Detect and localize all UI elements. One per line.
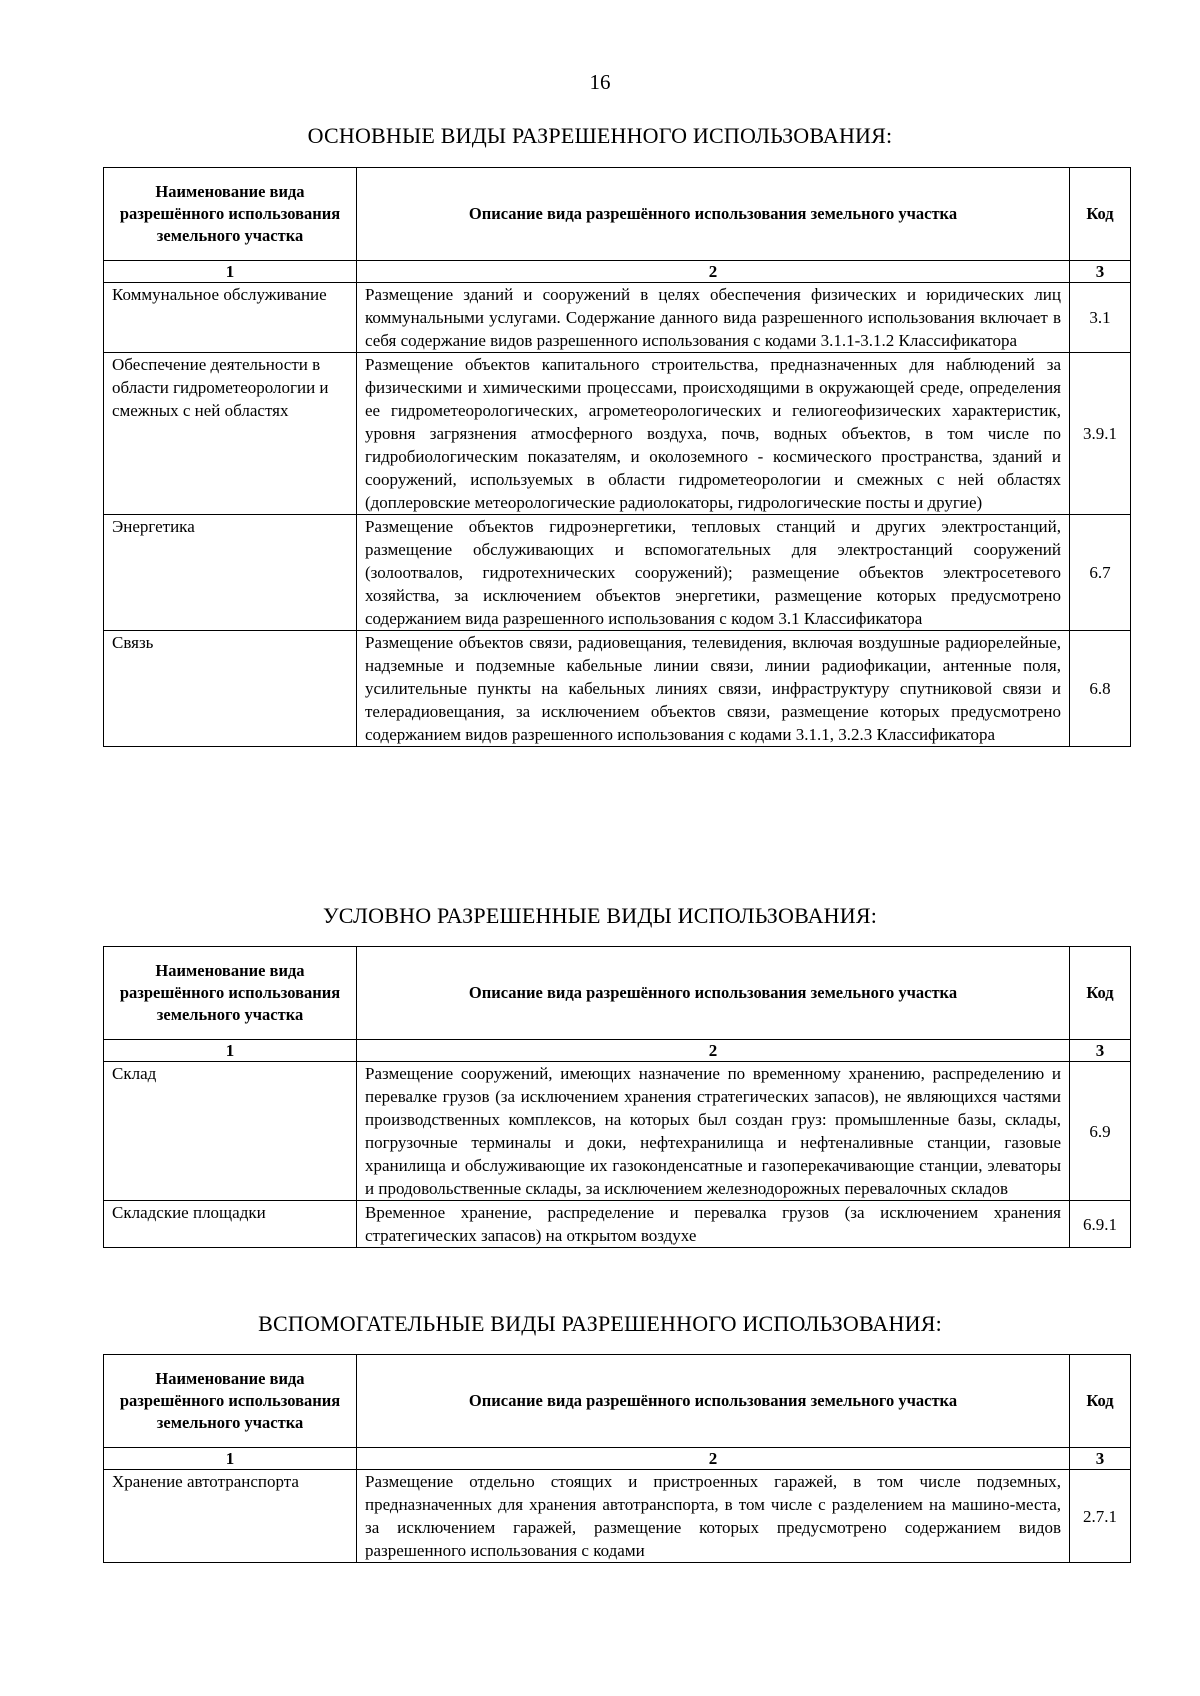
use-description: Размещение объектов гидроэнергетики, тепловых станций и других электростанций, размещение обслуживающих и вспомогательных для электростанций сооружений (золоотвалов, гидротехнических сооружений); размещение объектов электросетевого хозяйства, за исключением объектов энергетики, размещение которых предусмотрено содержанием вида разрешенного использования с кодом 3.1 Классификатора <box>357 515 1070 631</box>
column-number-row <box>104 1448 1131 1470</box>
column-number: 2 <box>357 1448 1070 1470</box>
use-description: Размещение объектов связи, радиовещания, телевидения, включая воздушные радиорелейные, надземные и подземные кабельные линии связи, линии радиофикации, антенные поля, усилительные пункты на кабельных линиях связи, инфраструктуру спутниковой связи и телерадиовещания, за исключением объектов связи, размещение которых предусмотрено содержанием видов разрешенного использования с кодами 3.1.1, 3.2.3 Классификатора <box>357 631 1070 747</box>
use-code: 3.1 <box>1070 283 1131 353</box>
table-row <box>104 283 1131 353</box>
use-name: Коммунальное обслуживание <box>104 283 357 353</box>
column-number-row <box>104 1040 1131 1062</box>
column-number-row <box>104 261 1131 283</box>
table-header-row <box>104 947 1131 1040</box>
column-number: 2 <box>357 1040 1070 1062</box>
table-row <box>104 1201 1131 1248</box>
column-number: 3 <box>1070 1448 1131 1470</box>
header-name: Наименование вида разрешённого использования земельного участка <box>104 1355 357 1448</box>
use-description: Размещение сооружений, имеющих назначение по временному хранению, распределению и перевалке грузов (за исключением хранения стратегических запасов), не являющихся частями производственных комплексов, на которых был создан груз: промышленные базы, склады, погрузочные терминалы и доки, нефтехранилища и нефтеналивные станции, газовые хранилища и обслуживающие их газоконденсатные и газоперекачивающие станции, элеваторы и продовольственные склады, за исключением железнодорожных перевалочных складов <box>357 1062 1070 1201</box>
use-code: 6.9.1 <box>1070 1201 1131 1248</box>
column-number: 1 <box>104 261 357 283</box>
use-description: Размещение зданий и сооружений в целях обеспечения физических и юридических лиц коммунальными услугами. Содержание данного вида разрешенного использования включает в себя содержание видов разрешенного использования с кодами 3.1.1-3.1.2 Классификатора <box>357 283 1070 353</box>
header-name: Наименование вида разрешённого использования земельного участка <box>104 947 357 1040</box>
table-header-row <box>104 168 1131 261</box>
section-title-auxiliary: ВСПОМОГАТЕЛЬНЫЕ ВИДЫ РАЗРЕШЕННОГО ИСПОЛЬЗОВАНИЯ: <box>258 1311 942 1336</box>
use-description: Размещение отдельно стоящих и пристроенных гаражей, в том числе подземных, предназначенных для хранения автотранспорта, в том числе с разделением на машино-места, за исключением гаражей, размещение которых предусмотрено содержанием видов разрешенного использования с кодами <box>357 1470 1070 1563</box>
table-row <box>104 353 1131 515</box>
column-number: 1 <box>104 1448 357 1470</box>
section-title-conditional: УСЛОВНО РАЗРЕШЕННЫЕ ВИДЫ ИСПОЛЬЗОВАНИЯ: <box>322 903 878 928</box>
table-row <box>104 515 1131 631</box>
column-number: 1 <box>104 1040 357 1062</box>
use-name: Складские площадки <box>104 1201 357 1248</box>
header-description: Описание вида разрешённого использования земельного участка <box>357 168 1070 261</box>
auxiliary-uses-table <box>103 1354 1131 1563</box>
header-description: Описание вида разрешённого использования земельного участка <box>357 1355 1070 1448</box>
table-header-row <box>104 1355 1131 1448</box>
page-number: 16 <box>589 70 611 94</box>
use-code: 6.7 <box>1070 515 1131 631</box>
header-description: Описание вида разрешённого использования земельного участка <box>357 947 1070 1040</box>
use-name: Обеспечение деятельности в области гидрометеорологии и смежных с ней областях <box>104 353 357 515</box>
conditional-uses-table <box>103 946 1131 1248</box>
use-code: 3.9.1 <box>1070 353 1131 515</box>
use-code: 2.7.1 <box>1070 1470 1131 1563</box>
use-name: Связь <box>104 631 357 747</box>
header-code: Код <box>1070 1355 1131 1448</box>
use-code: 6.8 <box>1070 631 1131 747</box>
main-uses-table <box>103 167 1131 747</box>
column-number: 2 <box>357 261 1070 283</box>
header-code: Код <box>1070 168 1131 261</box>
use-code: 6.9 <box>1070 1062 1131 1201</box>
use-description: Временное хранение, распределение и перевалка грузов (за исключением хранения стратегических запасов) на открытом воздухе <box>357 1201 1070 1248</box>
header-code: Код <box>1070 947 1131 1040</box>
use-name: Энергетика <box>104 515 357 631</box>
use-description: Размещение объектов капитального строительства, предназначенных для наблюдений за физическими и химическими процессами, происходящими в окружающей среде, определения ее гидрометеорологических, агрометеорологических и гелиогеофизических характеристик, уровня загрязнения атмосферного воздуха, почв, водных объектов, в том числе по гидробиологическим показателям, и околоземного - космического пространства, зданий и сооружений, используемых в области гидрометеорологии и смежных с ней областях (доплеровские метеорологические радиолокаторы, гидрологические посты и другие) <box>357 353 1070 515</box>
table-row <box>104 1062 1131 1201</box>
use-name: Склад <box>104 1062 357 1201</box>
header-name: Наименование вида разрешённого использования земельного участка <box>104 168 357 261</box>
column-number: 3 <box>1070 1040 1131 1062</box>
section-title-main: ОСНОВНЫЕ ВИДЫ РАЗРЕШЕННОГО ИСПОЛЬЗОВАНИЯ: <box>307 123 893 148</box>
use-name: Хранение автотранспорта <box>104 1470 357 1563</box>
table-row <box>104 1470 1131 1563</box>
table-row <box>104 631 1131 747</box>
column-number: 3 <box>1070 261 1131 283</box>
